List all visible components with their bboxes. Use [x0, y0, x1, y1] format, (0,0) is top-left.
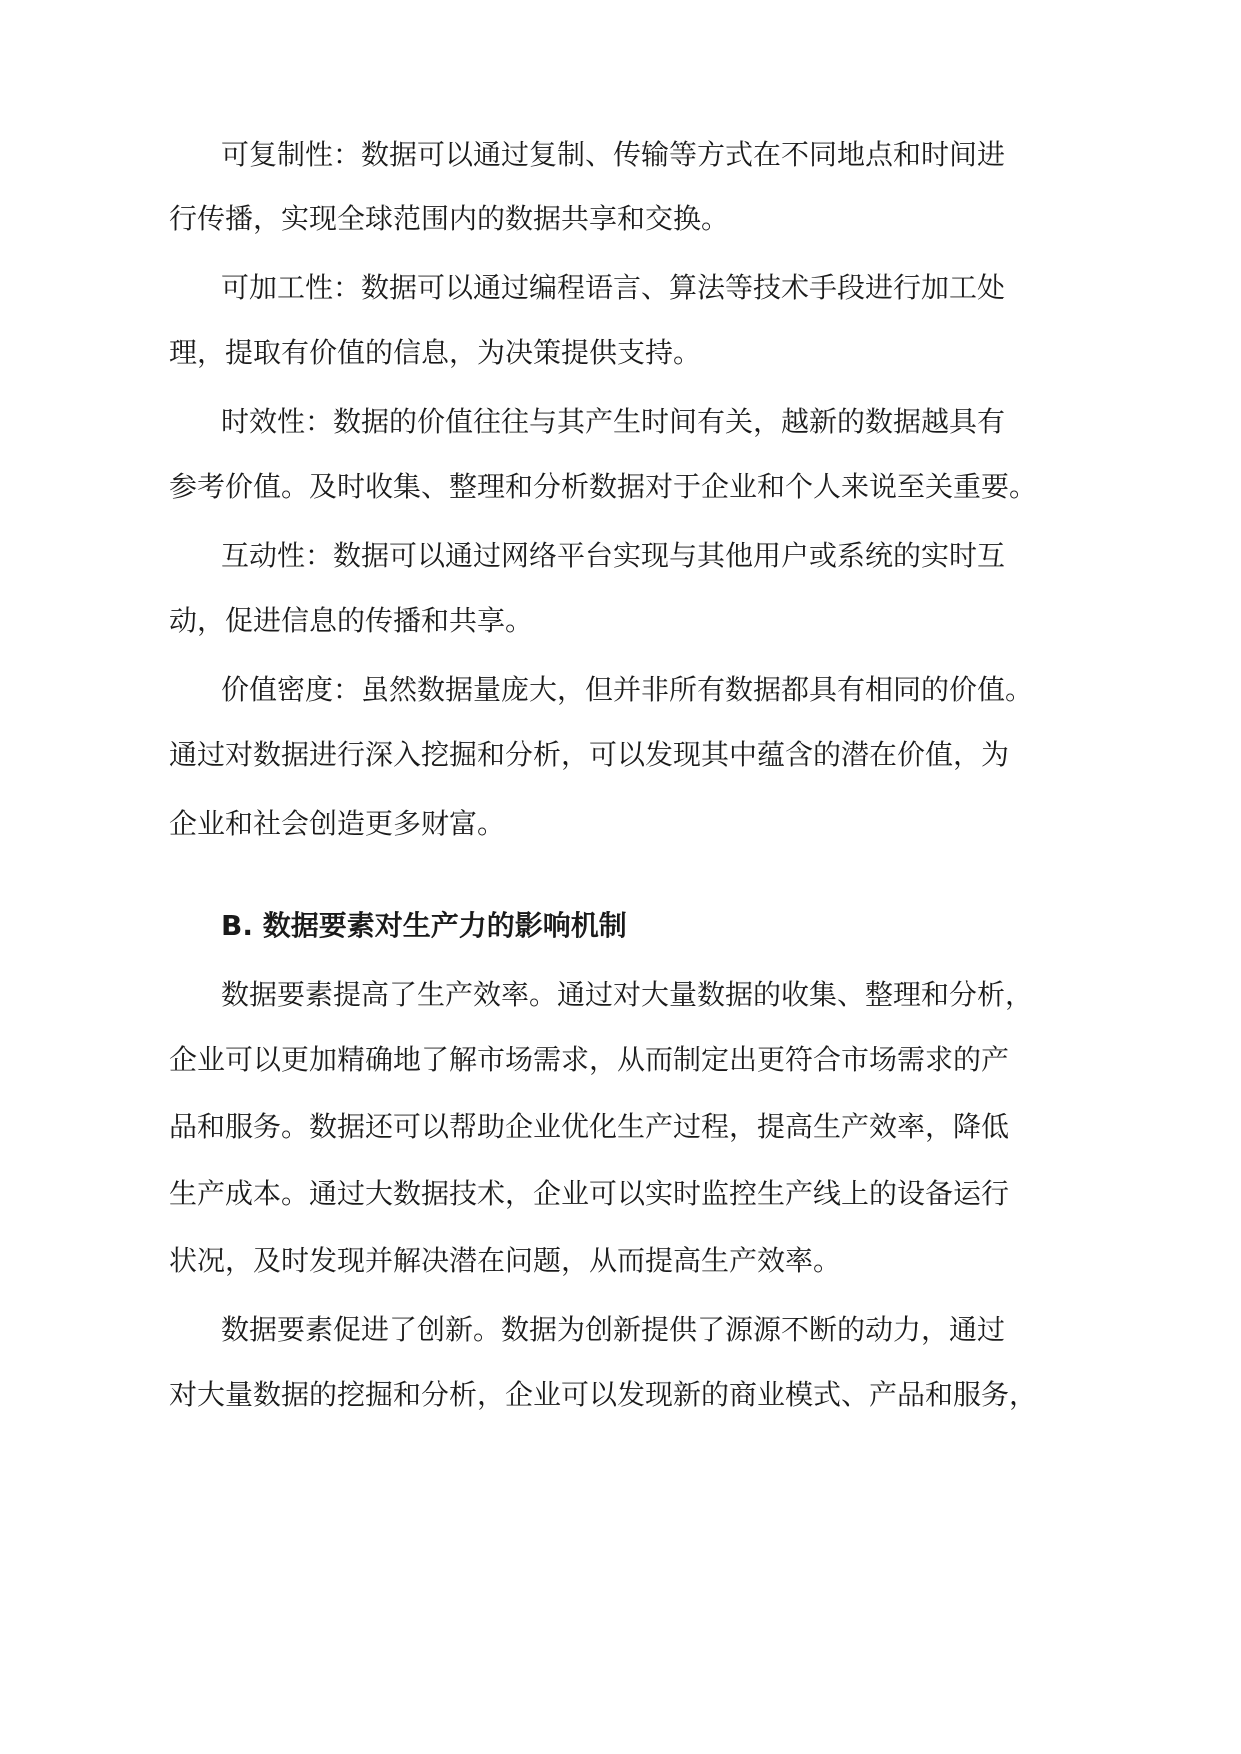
section-paragraph-1-line-1: 数据要素提高了生产效率。通过对大量数据的收集、整理和分析，	[221, 978, 1034, 1011]
section-paragraph-2-line-2: 对大量数据的挖掘和分析，企业可以发现新的商业模式、产品和服务，	[169, 1378, 1038, 1411]
paragraph-4-line-1: 互动性：数据可以通过网络平台实现与其他用户或系统的实时互	[221, 539, 1006, 572]
section-heading: B. 数据要素对生产力的影响机制	[221, 909, 627, 942]
section-paragraph-1-line-2: 企业可以更加精确地了解市场需求，从而制定出更符合市场需求的产	[169, 1043, 1010, 1076]
paragraph-5-line-2: 通过对数据进行深入挖掘和分析，可以发现其中蕴含的潜在价值，为	[169, 738, 1010, 771]
paragraph-5-line-1: 价值密度：虽然数据量庞大，但并非所有数据都具有相同的价值。	[221, 673, 1034, 706]
section-paragraph-1-line-3: 品和服务。数据还可以帮助企业优化生产过程，提高生产效率，降低	[169, 1110, 1010, 1143]
paragraph-3-line-2: 参考价值。及时收集、整理和分析数据对于企业和个人来说至关重要。	[169, 470, 1038, 503]
paragraph-2-line-1: 可加工性：数据可以通过编程语言、算法等技术手段进行加工处	[221, 271, 1006, 304]
paragraph-5-line-3: 企业和社会创造更多财富。	[169, 807, 506, 840]
section-paragraph-2-line-1: 数据要素促进了创新。数据为创新提供了源源不断的动力，通过	[221, 1313, 1006, 1346]
paragraph-2-line-2: 理，提取有价值的信息，为决策提供支持。	[169, 336, 702, 369]
paragraph-1-line-2: 行传播，实现全球范围内的数据共享和交换。	[169, 202, 730, 235]
paragraph-1-line-1: 可复制性：数据可以通过复制、传输等方式在不同地点和时间进	[221, 138, 1006, 171]
section-paragraph-1-line-4: 生产成本。通过大数据技术，企业可以实时监控生产线上的设备运行	[169, 1177, 1010, 1210]
paragraph-4-line-2: 动，促进信息的传播和共享。	[169, 604, 534, 637]
paragraph-3-line-1: 时效性：数据的价值往往与其产生时间有关，越新的数据越具有	[221, 405, 1006, 438]
section-paragraph-1-line-5: 状况，及时发现并解决潜在问题，从而提高生产效率。	[169, 1244, 842, 1277]
